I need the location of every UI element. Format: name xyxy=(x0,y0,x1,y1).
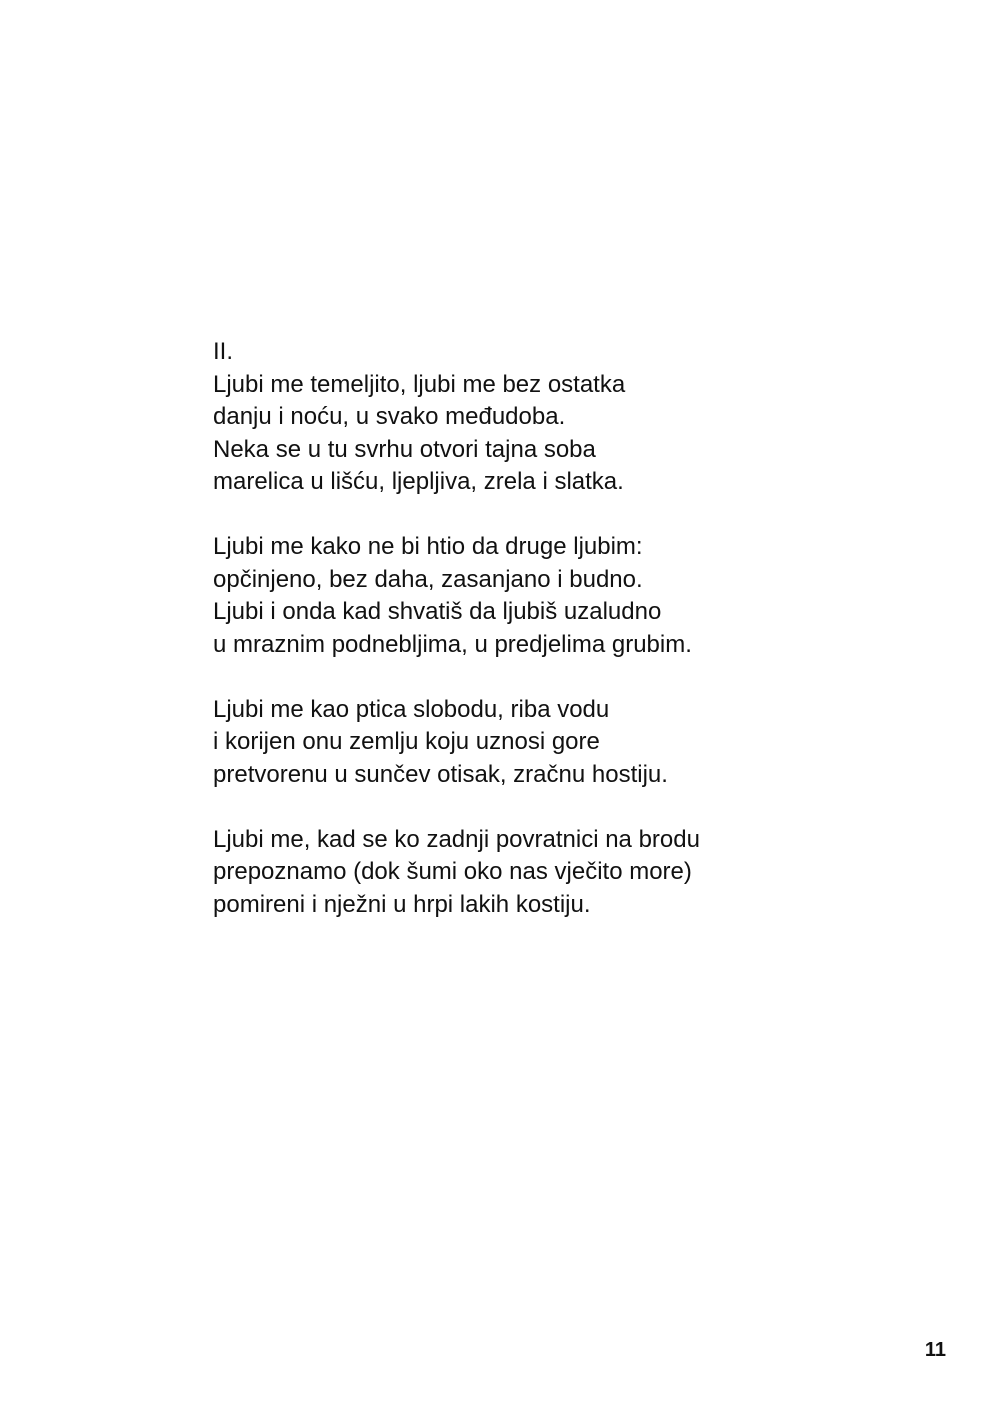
stanza-1 xyxy=(213,369,833,499)
stanza-3 xyxy=(213,694,833,792)
verse-line: u mraznim podnebljima, u predjelima grubim. xyxy=(213,630,692,658)
verse-line: Ljubi i onda kad shvatiš da ljubiš uzaludno xyxy=(213,598,662,625)
verse-line: Ljubi me kako ne bi htio da druge ljubim: xyxy=(213,533,643,560)
verse-line: prepoznamo (dok šumi oko nas vječito more) xyxy=(213,858,692,885)
stanza-4 xyxy=(213,824,833,922)
page-number: 11 xyxy=(924,1339,946,1361)
stanza-2 xyxy=(213,531,833,661)
verse-line: Ljubi me temeljito, ljubi me bez ostatka xyxy=(213,370,626,398)
verse-line: Neka se u tu svrhu otvori tajna soba xyxy=(213,435,596,463)
poem xyxy=(213,336,833,921)
verse-line: Ljubi me kao ptica slobodu, riba vodu xyxy=(213,695,610,723)
verse-line: i korijen onu zemlju koju uznosi gore xyxy=(213,728,600,755)
verse-line: pomireni i nježni u hrpi lakih kostiju. xyxy=(213,890,591,918)
section-number: II. xyxy=(213,338,234,365)
verse-line: opčinjeno, bez daha, zasanjano i budno. xyxy=(213,565,643,593)
verse-line: danju i noću, u svako međudoba. xyxy=(213,403,566,430)
verse-line: pretvorenu u sunčev otisak, zračnu hostiju. xyxy=(213,760,668,788)
verse-line: marelica u lišću, ljepljiva, zrela i slatka. xyxy=(213,468,624,495)
verse-line: Ljubi me, kad se ko zadnji povratnici na brodu xyxy=(213,825,700,853)
